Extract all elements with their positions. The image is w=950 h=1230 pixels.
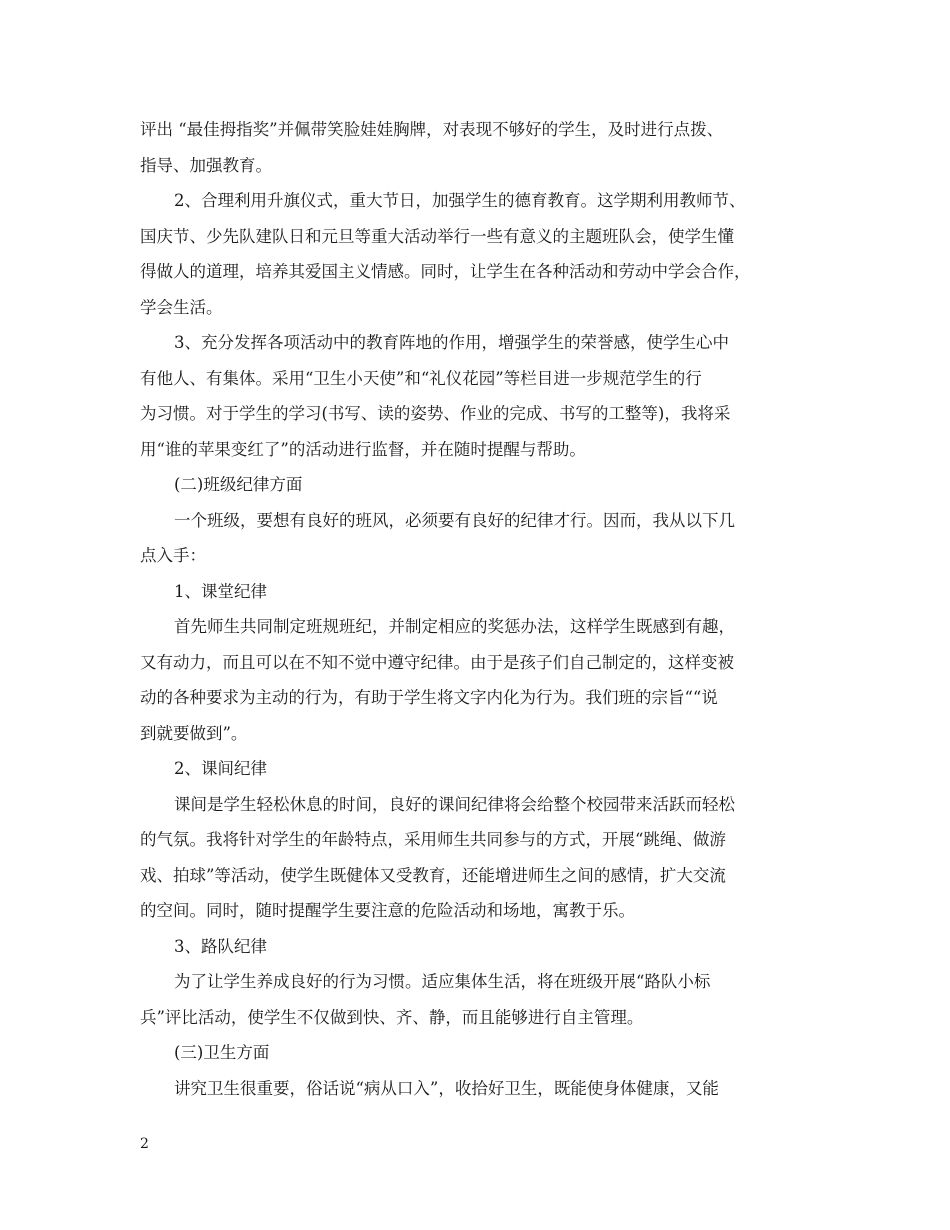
text-line: 点入手： xyxy=(140,546,206,565)
text-line: 指导、加强教育。 xyxy=(140,155,272,175)
text-line: 一个班级，要想有良好的班风，必须要有良好的纪律才行。因而，我从以下几 xyxy=(174,510,735,530)
text-line: 有他人、有集体。采用“卫生小天使”和“礼仪花园”等栏目进一步规范学生的行 xyxy=(140,368,702,388)
body-text xyxy=(140,112,812,1106)
text-line: 的气氛。我将针对学生的年龄特点，采用师生共同参与的方式，开展“跳绳、做游 xyxy=(140,830,726,849)
text-line: 为习惯。对于学生的学习(书写、读的姿势、作业的完成、书写的工整等)，我将采 xyxy=(140,404,731,423)
text-line: 3、充分发挥各项活动中的教育阵地的作用，增强学生的荣誉感，使学生心中 xyxy=(174,333,729,352)
text-line: 又有动力，而且可以在不知不觉中遵守纪律。由于是孩子们自己制定的，这样变被 xyxy=(140,652,734,672)
text-line: 得做人的道理，培养其爱国主义情感。同时，让学生在各种活动和劳动中学会合作， xyxy=(140,262,751,281)
text-line: 学会生活。 xyxy=(140,297,223,317)
text-line: 首先师生共同制定班规班纪，并制定相应的奖惩办法，这样学生既感到有趣， xyxy=(174,617,735,636)
text-line: 为了让学生养成良好的行为习惯。适应集体生活，将在班级开展“路队小标 xyxy=(174,972,711,991)
text-line: 1、课堂纪律 xyxy=(174,581,267,601)
text-line: 国庆节、少先队建队日和元旦等重大活动举行一些有意义的主题班队会，使学生懂 xyxy=(140,226,734,246)
text-line: (三)卫生方面 xyxy=(174,1043,270,1062)
text-line: (二)班级纪律方面 xyxy=(174,475,303,494)
text-line: 动的各种要求为主动的行为，有助于学生将文字内化为行为。我们班的宗旨““说 xyxy=(140,688,718,707)
text-line: 兵”评比活动，使学生不仅做到快、齐、静，而且能够进行自主管理。 xyxy=(140,1007,644,1027)
page-number: 2 xyxy=(140,1136,149,1152)
text-line: 到就要做到”。 xyxy=(140,723,248,743)
text-line: 的空间。同时，随时提醒学生要注意的危险活动和场地，寓教于乐。 xyxy=(140,901,635,920)
text-line: 戏、拍球”等活动，使学生既健体又受教育，还能增进师生之间的感情，扩大交流 xyxy=(140,865,726,885)
text-line: 用“谁的苹果变红了”的活动进行监督，并在随时提醒与帮助。 xyxy=(140,439,586,459)
text-line: 2、合理利用升旗仪式，重大节日，加强学生的德育教育。这学期利用教师节、 xyxy=(174,191,746,210)
text-line: 3、路队纪律 xyxy=(174,936,267,956)
text-line: 课间是学生轻松休息的时间，良好的课间纪律将会给整个校园带来活跃而轻松 xyxy=(174,794,735,814)
text-line: 评出 “最佳拇指奖”并佩带笑脸娃娃胸牌，对表现不够好的学生，及时进行点拨、 xyxy=(140,120,724,139)
text-line: 2、课间纪律 xyxy=(174,759,267,778)
text-line: 讲究卫生很重要，俗话说“病从口入”，收拾好卫生，既能使身体健康，又能 xyxy=(174,1078,719,1098)
